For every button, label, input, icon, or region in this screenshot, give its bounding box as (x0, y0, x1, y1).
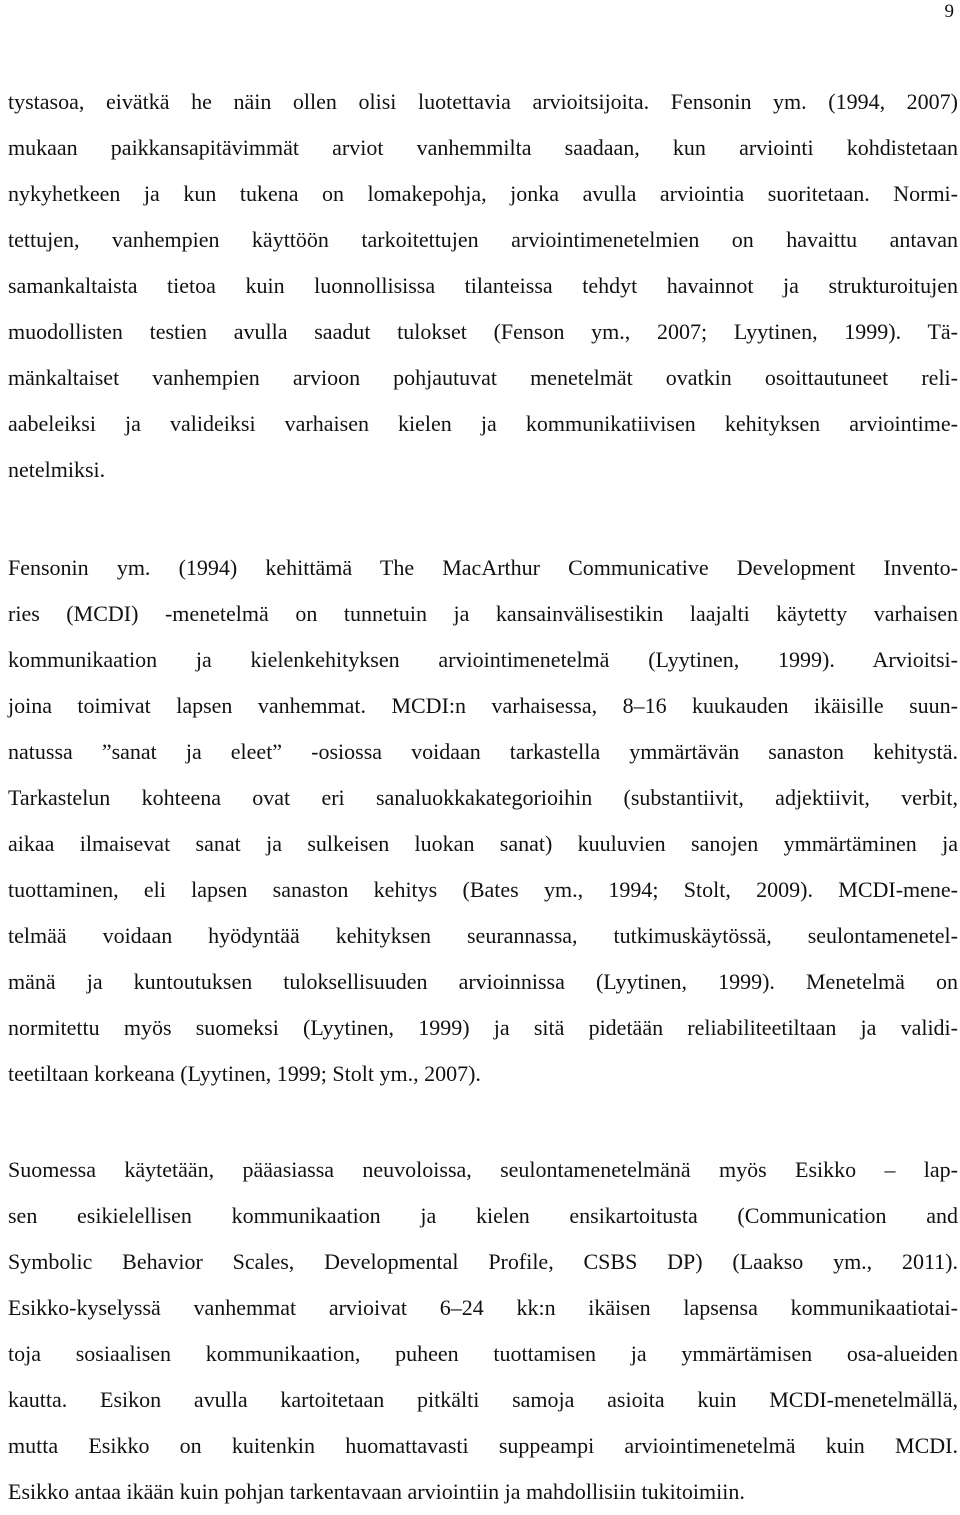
text-line: netelmiksi. (8, 457, 106, 482)
text-line: Tarkastelun kohteena ovat eri sanaluokkakategorioihin (substantiivit, adjektiivit, verbit, (8, 785, 958, 810)
text-line: mukaan paikkansapitävimmät arviot vanhemmilta saadaan, kun arviointi kohdistetaan (8, 135, 958, 160)
text-line: joina toimivat lapsen vanhemmat. MCDI:n varhaisessa, 8–16 kuukauden ikäisille suun- (8, 693, 958, 718)
page-number: 9 (944, 1, 954, 22)
text-line: aabeleiksi ja valideiksi varhaisen kielen ja kommunikatiivisen kehityksen arviointime- (8, 411, 958, 436)
text-line: teetiltaan korkeana (Lyytinen, 1999; Stolt ym., 2007). (8, 1061, 481, 1086)
text-line: tystasoa, eivätkä he näin ollen olisi luotettavia arvioitsijoita. Fensonin ym. (1994, 2007) (8, 89, 958, 114)
text-line: mänkaltaiset vanhempien arvioon pohjautuvat menetelmät ovatkin osoittautuneet reli- (8, 365, 958, 390)
text-line: sen esikielellisen kommunikaation ja kielen ensikartoitusta (Communication and (8, 1203, 958, 1228)
paragraph-1 (8, 79, 958, 493)
text-line: Symbolic Behavior Scales, Developmental Profile, CSBS DP) (Laakso ym., 2011). (8, 1249, 958, 1274)
text-line: ries (MCDI) -menetelmä on tunnetuin ja kansainvälisestikin laajalti käytetty varhaisen (8, 601, 958, 626)
text-line: kommunikaation ja kielenkehityksen arviointimenetelmä (Lyytinen, 1999). Arvioitsi- (8, 647, 958, 672)
text-line: Esikko antaa ikään kuin pohjan tarkentavaan arviointiin ja mahdollisiin tukitoimiin. (8, 1479, 745, 1504)
text-line: mänä ja kuntoutuksen tuloksellisuuden arvioinnissa (Lyytinen, 1999). Menetelmä on (8, 969, 958, 994)
text-line: Esikko-kyselyssä vanhemmat arvioivat 6–24 kk:n ikäisen lapsensa kommunikaatiotai- (8, 1295, 958, 1320)
text-line: tettujen, vanhempien käyttöön tarkoitettujen arviointimenetelmien on havaittu antavan (8, 227, 958, 252)
text-line: aikaa ilmaisevat sanat ja sulkeisen luokan sanat) kuuluvien sanojen ymmärtäminen ja (8, 831, 958, 856)
text-line: samankaltaista tietoa kuin luonnollisissa tilanteissa tehdyt havainnot ja strukturoitujen (8, 273, 958, 298)
paragraph-2 (8, 545, 958, 1097)
text-line: toja sosiaalisen kommunikaation, puheen tuottamisen ja ymmärtämisen osa-alueiden (8, 1341, 958, 1366)
text-line: mutta Esikko on kuitenkin huomattavasti suppeampi arviointimenetelmä kuin MCDI. (8, 1433, 958, 1458)
text-line: tuottaminen, eli lapsen sanaston kehitys (Bates ym., 1994; Stolt, 2009). MCDI-mene- (8, 877, 958, 902)
text-line: natussa ”sanat ja eleet” -osiossa voidaan tarkastella ymmärtävän sanaston kehitystä. (8, 739, 958, 764)
text-line: muodollisten testien avulla saadut tulokset (Fenson ym., 2007; Lyytinen, 1999). Tä- (8, 319, 958, 344)
text-line: kautta. Esikon avulla kartoitetaan pitkälti samoja asioita kuin MCDI-menetelmällä, (8, 1387, 958, 1412)
paragraph-3 (8, 1147, 958, 1515)
text-line: normitettu myös suomeksi (Lyytinen, 1999) ja sitä pidetään reliabiliteetiltaan ja validi- (8, 1015, 958, 1040)
text-line: Suomessa käytetään, pääasiassa neuvoloissa, seulontamenetelmänä myös Esikko – lap- (8, 1157, 958, 1182)
text-line: nykyhetkeen ja kun tukena on lomakepohja, jonka avulla arviointia suoritetaan. Normi- (8, 181, 958, 206)
text-line: Fensonin ym. (1994) kehittämä The MacArthur Communicative Development Invento- (8, 555, 958, 580)
text-line: telmää voidaan hyödyntää kehityksen seurannassa, tutkimuskäytössä, seulontamenetel- (8, 923, 958, 948)
